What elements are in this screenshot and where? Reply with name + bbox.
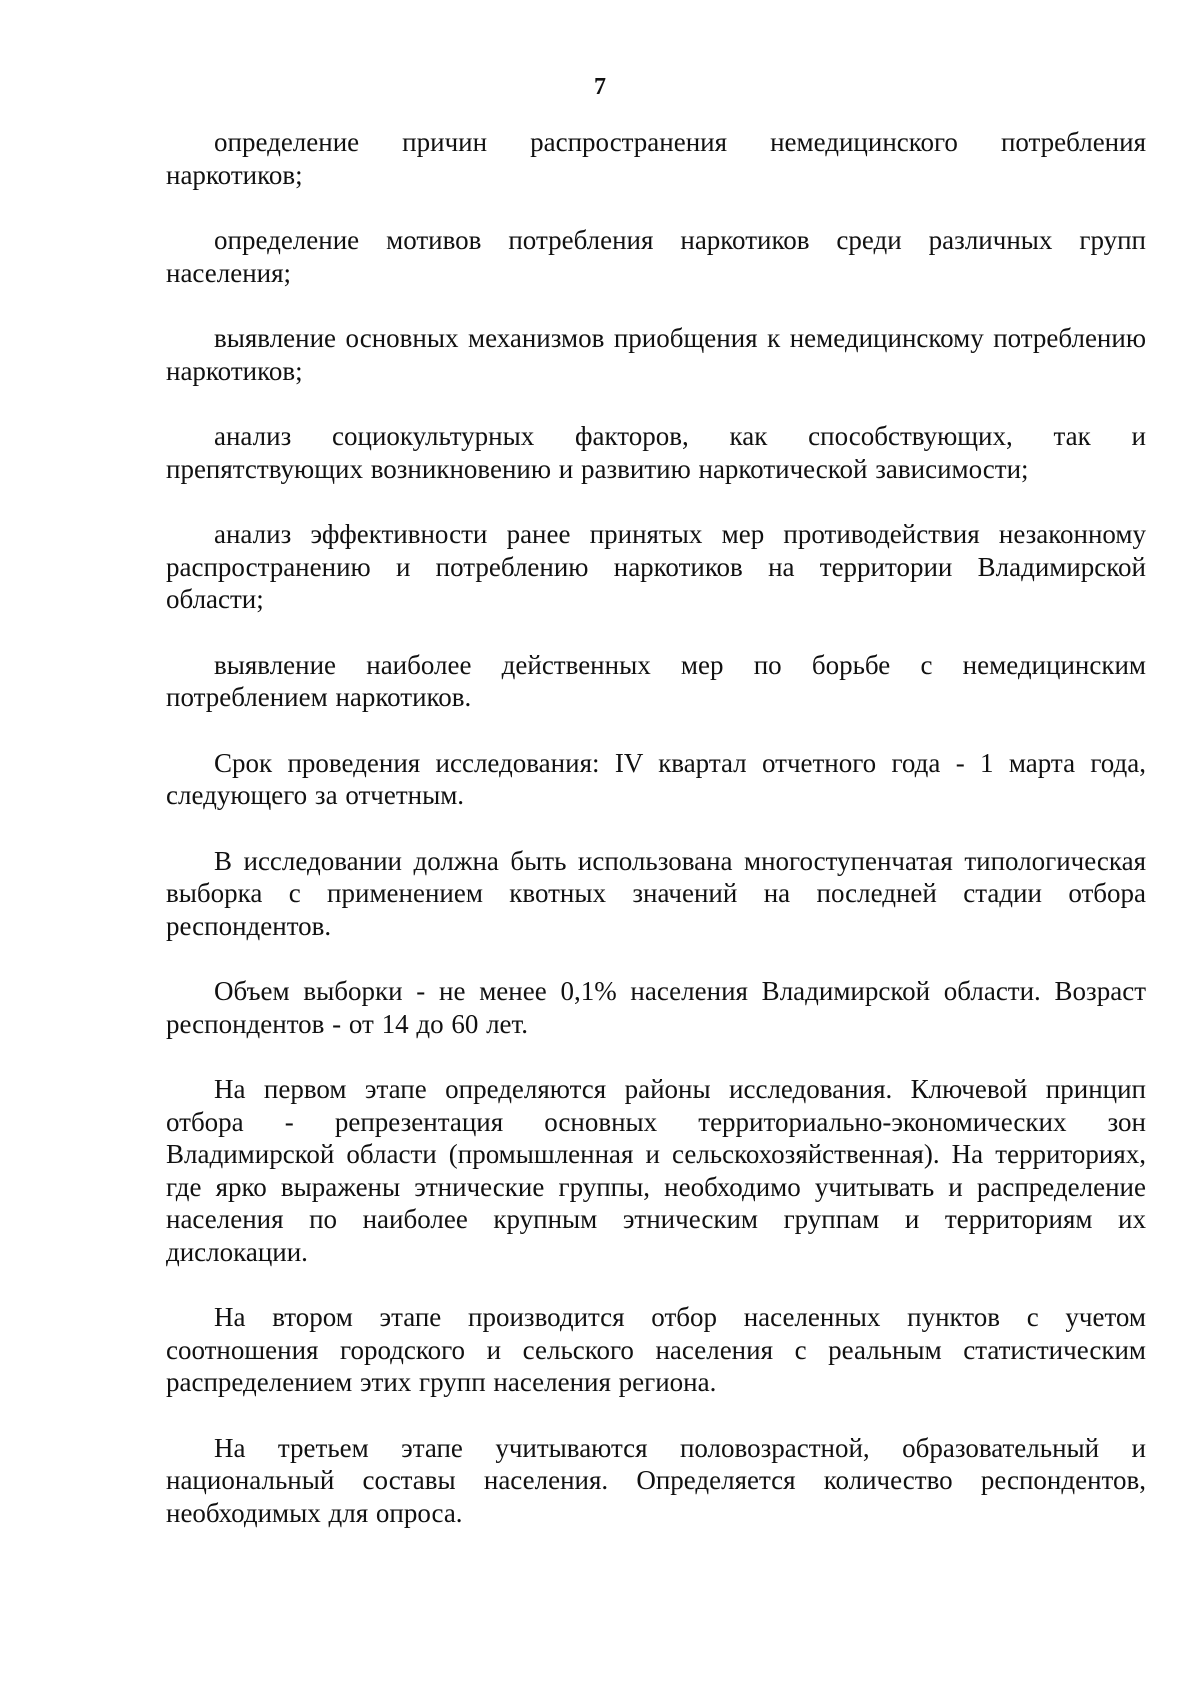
paragraph-causes: определение причин распространения немедицинского потребления наркотиков; <box>166 127 1146 190</box>
paragraph-second-stage: На втором этапе производится отбор населенных пунктов с учетом соотношения городского и сельского населения с реальным статистическим распределением этих групп населения региона. <box>166 1302 1146 1397</box>
paragraph-third-stage: На третьем этапе учитываются половозрастной, образовательный и национальный составы населения. Определяется количество респондентов, необходимых для опроса. <box>166 1432 1146 1528</box>
document-body <box>166 126 1146 1562</box>
paragraph-effectiveness-analysis: анализ эффективности ранее принятых мер противодействия незаконному распространению и потреблению наркотиков на территории Владимирской области; <box>166 519 1146 614</box>
paragraph-sampling-method: В исследовании должна быть использована многоступенчатая типологическая выборка с применением квотных значений на последней стадии отбора респондентов. <box>166 845 1146 941</box>
paragraph-mechanisms: выявление основных механизмов приобщения к немедицинскому потреблению наркотиков; <box>166 323 1146 386</box>
paragraph-research-period: Срок проведения исследования: IV квартал отчетного года - 1 марта года, следующего за отчетным. <box>166 747 1146 810</box>
page-number: 7 <box>594 74 606 100</box>
paragraph-sample-size: Объем выборки - не менее 0,1% населения Владимирской области. Возраст респондентов - от 14 до 60 лет. <box>166 976 1146 1039</box>
paragraph-first-stage: На первом этапе определяются районы исследования. Ключевой принцип отбора - репрезентация основных территориально-экономических зон Владимирской области (промышленная и сельскохозяйственная). На территориях, где ярко выражены этнические группы, необходимо учитывать и распределение населения по наиболее крупным этническим группам и территориям их дислокации. <box>166 1074 1146 1267</box>
paragraph-effective-measures: выявление наиболее действенных мер по борьбе с немедицинским потреблением наркотиков. <box>166 649 1146 712</box>
paragraph-sociocultural-factors: анализ социокультурных факторов, как способствующих, так и препятствующих возникновению и развитию наркотической зависимости; <box>166 421 1146 484</box>
paragraph-motives: определение мотивов потребления наркотиков среди различных групп населения; <box>166 225 1146 288</box>
